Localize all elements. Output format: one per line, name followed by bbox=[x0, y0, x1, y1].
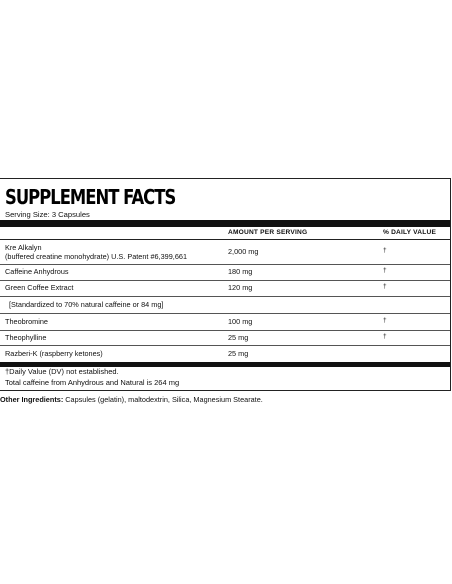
header-daily-value: % DAILY VALUE bbox=[383, 229, 437, 236]
panel-title: SUPPLEMENT FACTS bbox=[5, 185, 176, 209]
ingredient-amount: 120 mg bbox=[228, 283, 253, 292]
ingredient-amount: 25 mg bbox=[228, 333, 249, 342]
footnote-daily-value: †Daily Value (DV) not established. bbox=[5, 367, 119, 376]
ingredient-dv: † bbox=[383, 283, 387, 290]
table-row bbox=[0, 242, 450, 264]
supplement-facts-panel bbox=[0, 178, 451, 391]
ingredient-subtext: (buffered creatine monohydrate) U.S. Patent #6,399,661 bbox=[5, 252, 187, 261]
ingredient-amount: 180 mg bbox=[228, 267, 253, 276]
row-divider bbox=[0, 345, 450, 346]
thick-divider-top bbox=[0, 220, 450, 227]
ingredient-amount: 25 mg bbox=[228, 349, 249, 358]
table-row bbox=[0, 347, 450, 361]
table-row bbox=[0, 297, 450, 313]
ingredient-name: Caffeine Anhydrous bbox=[5, 267, 69, 276]
ingredient-name: Green Coffee Extract bbox=[5, 283, 74, 292]
footnote-total-caffeine: Total caffeine from Anhydrous and Natural is 264 mg bbox=[5, 378, 180, 387]
serving-size: Serving Size: 3 Capsules bbox=[5, 210, 90, 219]
ingredient-name: Kre Alkalyn bbox=[5, 243, 42, 252]
table-row bbox=[0, 314, 450, 330]
header-amount: AMOUNT PER SERVING bbox=[228, 229, 308, 236]
ingredient-dv: † bbox=[383, 317, 387, 324]
other-ingredients-label: Other Ingredients: bbox=[0, 395, 64, 404]
ingredient-dv: † bbox=[383, 247, 387, 254]
ingredient-amount: 2,000 mg bbox=[228, 247, 259, 256]
ingredient-dv: † bbox=[383, 333, 387, 340]
ingredient-name: Razberi-K (raspberry ketones) bbox=[5, 349, 103, 358]
table-row bbox=[0, 331, 450, 347]
header-divider bbox=[0, 239, 450, 240]
other-ingredients bbox=[0, 395, 263, 404]
table-row bbox=[0, 281, 450, 297]
ingredient-dv: † bbox=[383, 267, 387, 274]
table-row bbox=[0, 265, 450, 281]
ingredient-note: [Standardized to 70% natural caffeine or 84 mg] bbox=[9, 300, 164, 309]
other-ingredients-text: Capsules (gelatin), maltodextrin, Silica, Magnesium Stearate. bbox=[63, 395, 263, 404]
ingredient-name: Theobromine bbox=[5, 317, 48, 326]
ingredient-name: Theophylline bbox=[5, 333, 47, 342]
ingredient-amount: 100 mg bbox=[228, 317, 253, 326]
